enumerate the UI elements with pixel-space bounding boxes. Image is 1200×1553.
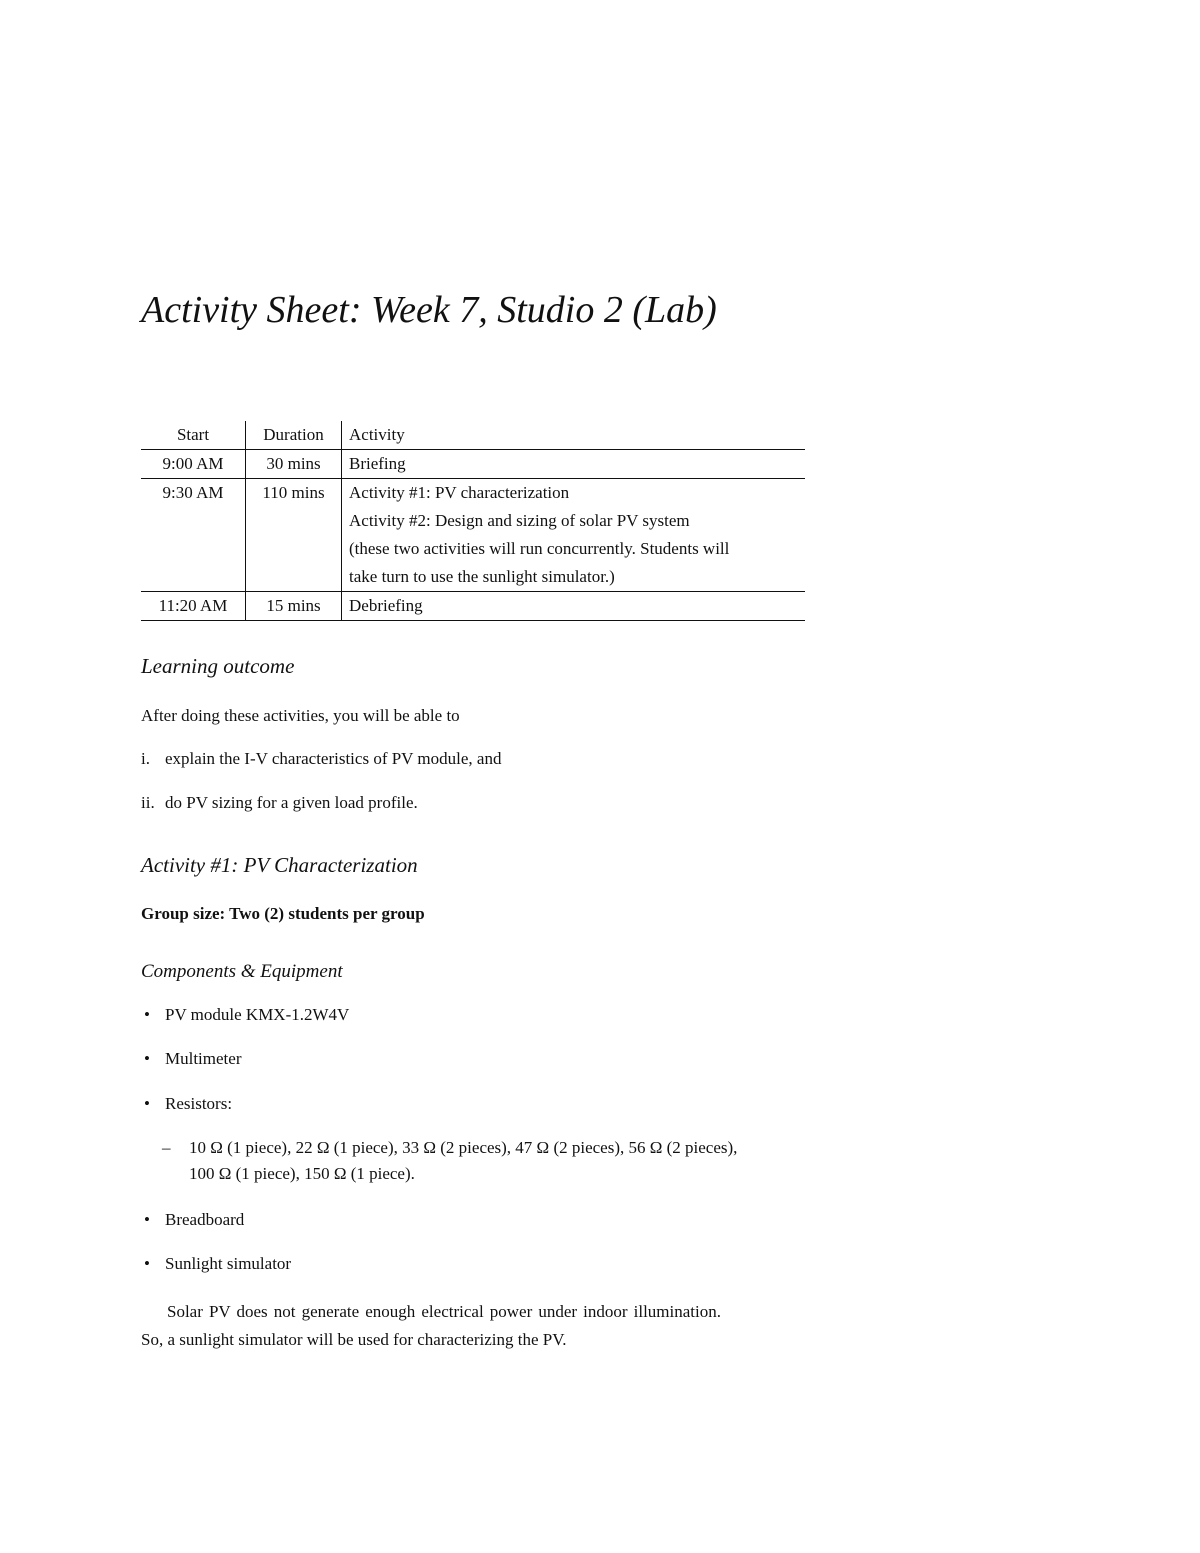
row-start: 9:30 AM	[141, 479, 246, 592]
bullet-icon: •	[144, 1005, 150, 1024]
list-item	[141, 1251, 291, 1277]
body-paragraph: Solar PV does not generate enough electrical power under indoor illumination. So, a sunlight simulator will be used for characterizing the PV.	[141, 1302, 721, 1349]
row-activity	[342, 592, 806, 621]
table-row	[141, 592, 805, 621]
row-duration: 30 mins	[246, 450, 342, 479]
enum-marker: i.	[141, 749, 150, 768]
outcome-text: do PV sizing for a given load profile.	[165, 793, 418, 812]
activity-line: Briefing	[349, 454, 406, 473]
row-duration: 110 mins	[246, 479, 342, 592]
list-item-text: Resistors:	[165, 1094, 233, 1113]
list-item	[141, 1002, 349, 1028]
list-item-text: Multimeter	[165, 1049, 242, 1068]
dash-icon: –	[162, 1138, 171, 1157]
learning-outcome-heading: Learning outcome	[141, 654, 295, 678]
row-duration: 15 mins	[246, 592, 342, 621]
list-item-text: Breadboard	[165, 1210, 245, 1229]
resistor-list: 10 Ω (1 piece), 22 Ω (1 piece), 33 Ω (2 pieces), 47 Ω (2 pieces), 56 Ω (2 pieces), 100 Ω (1 piece), 150 Ω (1 piece).	[189, 1138, 738, 1183]
group-size: Group size: Two (2) students per group	[141, 904, 425, 923]
resistor-sub-item	[162, 1135, 762, 1187]
row-activity	[342, 450, 806, 479]
list-item-text: Sunlight simulator	[165, 1254, 292, 1273]
list-item	[141, 1046, 241, 1072]
row-activity	[342, 479, 806, 592]
bullet-icon: •	[144, 1094, 150, 1113]
table-row	[141, 450, 805, 479]
outcome-text: explain the I-V characteristics of PV module, and	[165, 749, 502, 768]
header-activity: Activity	[349, 425, 405, 444]
header-start: Start	[141, 421, 246, 450]
activity-line: Debriefing	[349, 596, 423, 615]
list-item	[141, 1207, 244, 1233]
schedule-table	[141, 421, 805, 621]
header-duration: Duration	[246, 421, 342, 450]
outcome-item	[141, 790, 418, 816]
activity1-heading: Activity #1: PV Characterization	[141, 853, 418, 877]
row-start: 11:20 AM	[141, 592, 246, 621]
learning-outcome-intro: After doing these activities, you will be able to	[141, 706, 460, 725]
enum-marker: ii.	[141, 793, 155, 812]
outcome-item	[141, 746, 501, 772]
activity-line: Activity #1: PV characterization	[349, 483, 570, 502]
activity-line: Activity #2: Design and sizing of solar PV system	[349, 511, 690, 530]
table-row	[141, 479, 805, 592]
bullet-icon: •	[144, 1049, 150, 1068]
table-header-row	[141, 421, 805, 450]
bullet-icon: •	[144, 1254, 150, 1273]
activity-line: take turn to use the sunlight simulator.)	[349, 567, 615, 586]
components-heading: Components & Equipment	[141, 961, 343, 982]
list-item	[141, 1091, 232, 1117]
list-item-text: PV module KMX-1.2W4V	[165, 1005, 350, 1024]
row-start: 9:00 AM	[141, 450, 246, 479]
activity-line: (these two activities will run concurrently. Students will	[349, 539, 730, 558]
page-title: Activity Sheet: Week 7, Studio 2 (Lab)	[141, 289, 717, 331]
bullet-icon: •	[144, 1210, 150, 1229]
